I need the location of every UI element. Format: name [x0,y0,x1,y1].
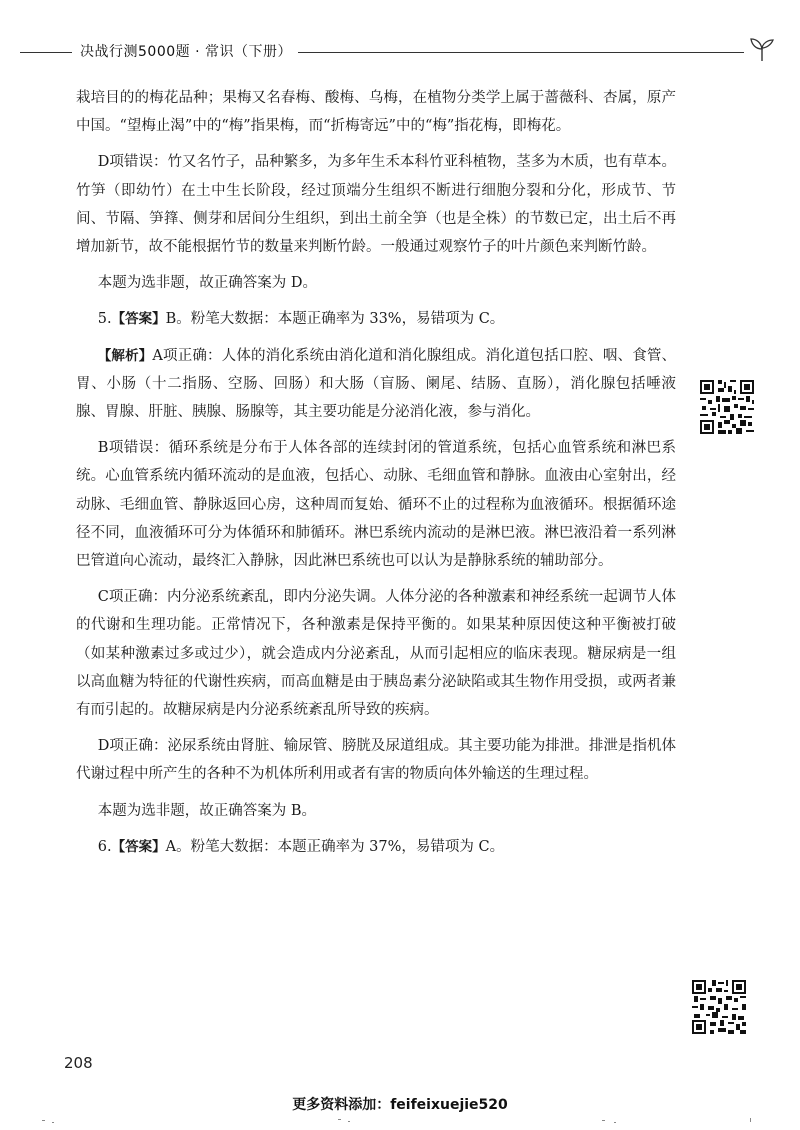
q6-answer [76,833,676,861]
answer-tag: 【答案】 [111,838,166,855]
qr-code-icon[interactable] [698,378,756,436]
q6-answer-text: A。粉笔大数据：本题正确率为 37%，易错项为 C。 [165,838,505,855]
footer-note: 更多资料添加：feifeixuejie520 [292,1097,508,1113]
q5-option-c: C项正确：内分泌系统紊乱，即内分泌失调。人体分泌的各种激素和神经系统一起调节人体的代谢和生理功能。正常情况下，各种激素是保持平衡的。如果某种原因使这种平衡被打破（如某种激素过多或过少），就会造成内分泌紊乱，从而引起相应的临床表现。糖尿病是一组以高血糖为特征的代谢性疾病，而高血糖是由于胰岛素分泌缺陷或其生物作用受损，或两者兼有而引起的。故糖尿病是内分泌系统紊乱所导致的疾病。 [76,589,676,719]
q5-option-b: B项错误：循环系统是分布于人体各部的连续封闭的管道系统，包括心血管系统和淋巴系统。心血管系统内循环流动的是血液，包括心、动脉、毛细血管和静脉。血液由心室射出，经动脉、毛细血管、静脉返回心房，这种周而复始、循环不止的过程称为血液循环。根据循环途径不同，血液循环可分为体循环和肺循环。淋巴系统内流动的是淋巴液。淋巴液沿着一系列淋巴管道向心流动，最终汇入静脉，因此淋巴系统也可以认为是静脉系统的辅助部分。 [76,440,676,570]
q5-conclusion: 本题为选非题，故正确答案为 B。 [97,802,317,819]
book-title: 决战行测5000题 · 常识（下册） [80,44,292,60]
paragraph-continuation: 栽培目的的梅花品种；果梅又名春梅、酸梅、乌梅，在植物分类学上属于蔷薇科、杏属，原产中国。“望梅止渴”中的“梅”指果梅，而“折梅寄远”中的“梅”指花梅，即梅花。 [76,90,676,135]
q5-number: 5. [97,311,112,328]
q5-analysis [76,342,676,427]
paragraph-conclusion-q4: 本题为选非题，故正确答案为 D。 [97,275,317,292]
answer-tag: 【答案】 [111,311,166,328]
running-header [20,38,780,64]
page-number: 208 [64,1054,93,1072]
sprout-icon [748,36,776,62]
page-body [76,84,676,869]
q5-analysis-text: A项正确：人体的消化系统由消化道和消化腺组成。消化道包括口腔、咽、食管、胃、小肠（十二指肠、空肠、回肠）和大肠（盲肠、阑尾、结肠、直肠），消化腺包括唾液腺、胃腺、肝脏、胰腺、肠腺等，其主要功能是分泌消化液，参与消化。 [76,347,677,421]
header-rule-left [20,52,72,53]
qr-code-icon[interactable] [690,978,748,1036]
q5-answer [76,305,676,333]
paragraph-option-d: D项错误：竹又名竹子，品种繁多，为多年生禾本科竹亚科植物，茎多为木质，也有草本。竹笋（即幼竹）在土中生长阶段，经过顶端分生组织不断进行细胞分裂和分化，形成节、节间、节隔、笋箨、侧芽和居间分生组织，到出土前全笋（也是全株）的节数已定，出土后不再增加新节，故不能根据竹节的数量来判断竹龄。一般通过观察竹子的叶片颜色来判断竹龄。 [76,154,676,256]
q6-number: 6. [97,838,112,855]
q5-answer-text: B。粉笔大数据：本题正确率为 33%，易错项为 C。 [165,311,505,328]
header-rule-right [298,52,744,53]
q5-option-d: D项正确：泌尿系统由肾脏、输尿管、膀胱及尿道组成。其主要功能为排泄。排泄是指机体代谢过程中所产生的各种不为机体所利用或者有害的物质向体外输送的生理过程。 [76,738,676,783]
analysis-tag: 【解析】 [97,347,153,364]
scan-specks [0,1114,800,1128]
